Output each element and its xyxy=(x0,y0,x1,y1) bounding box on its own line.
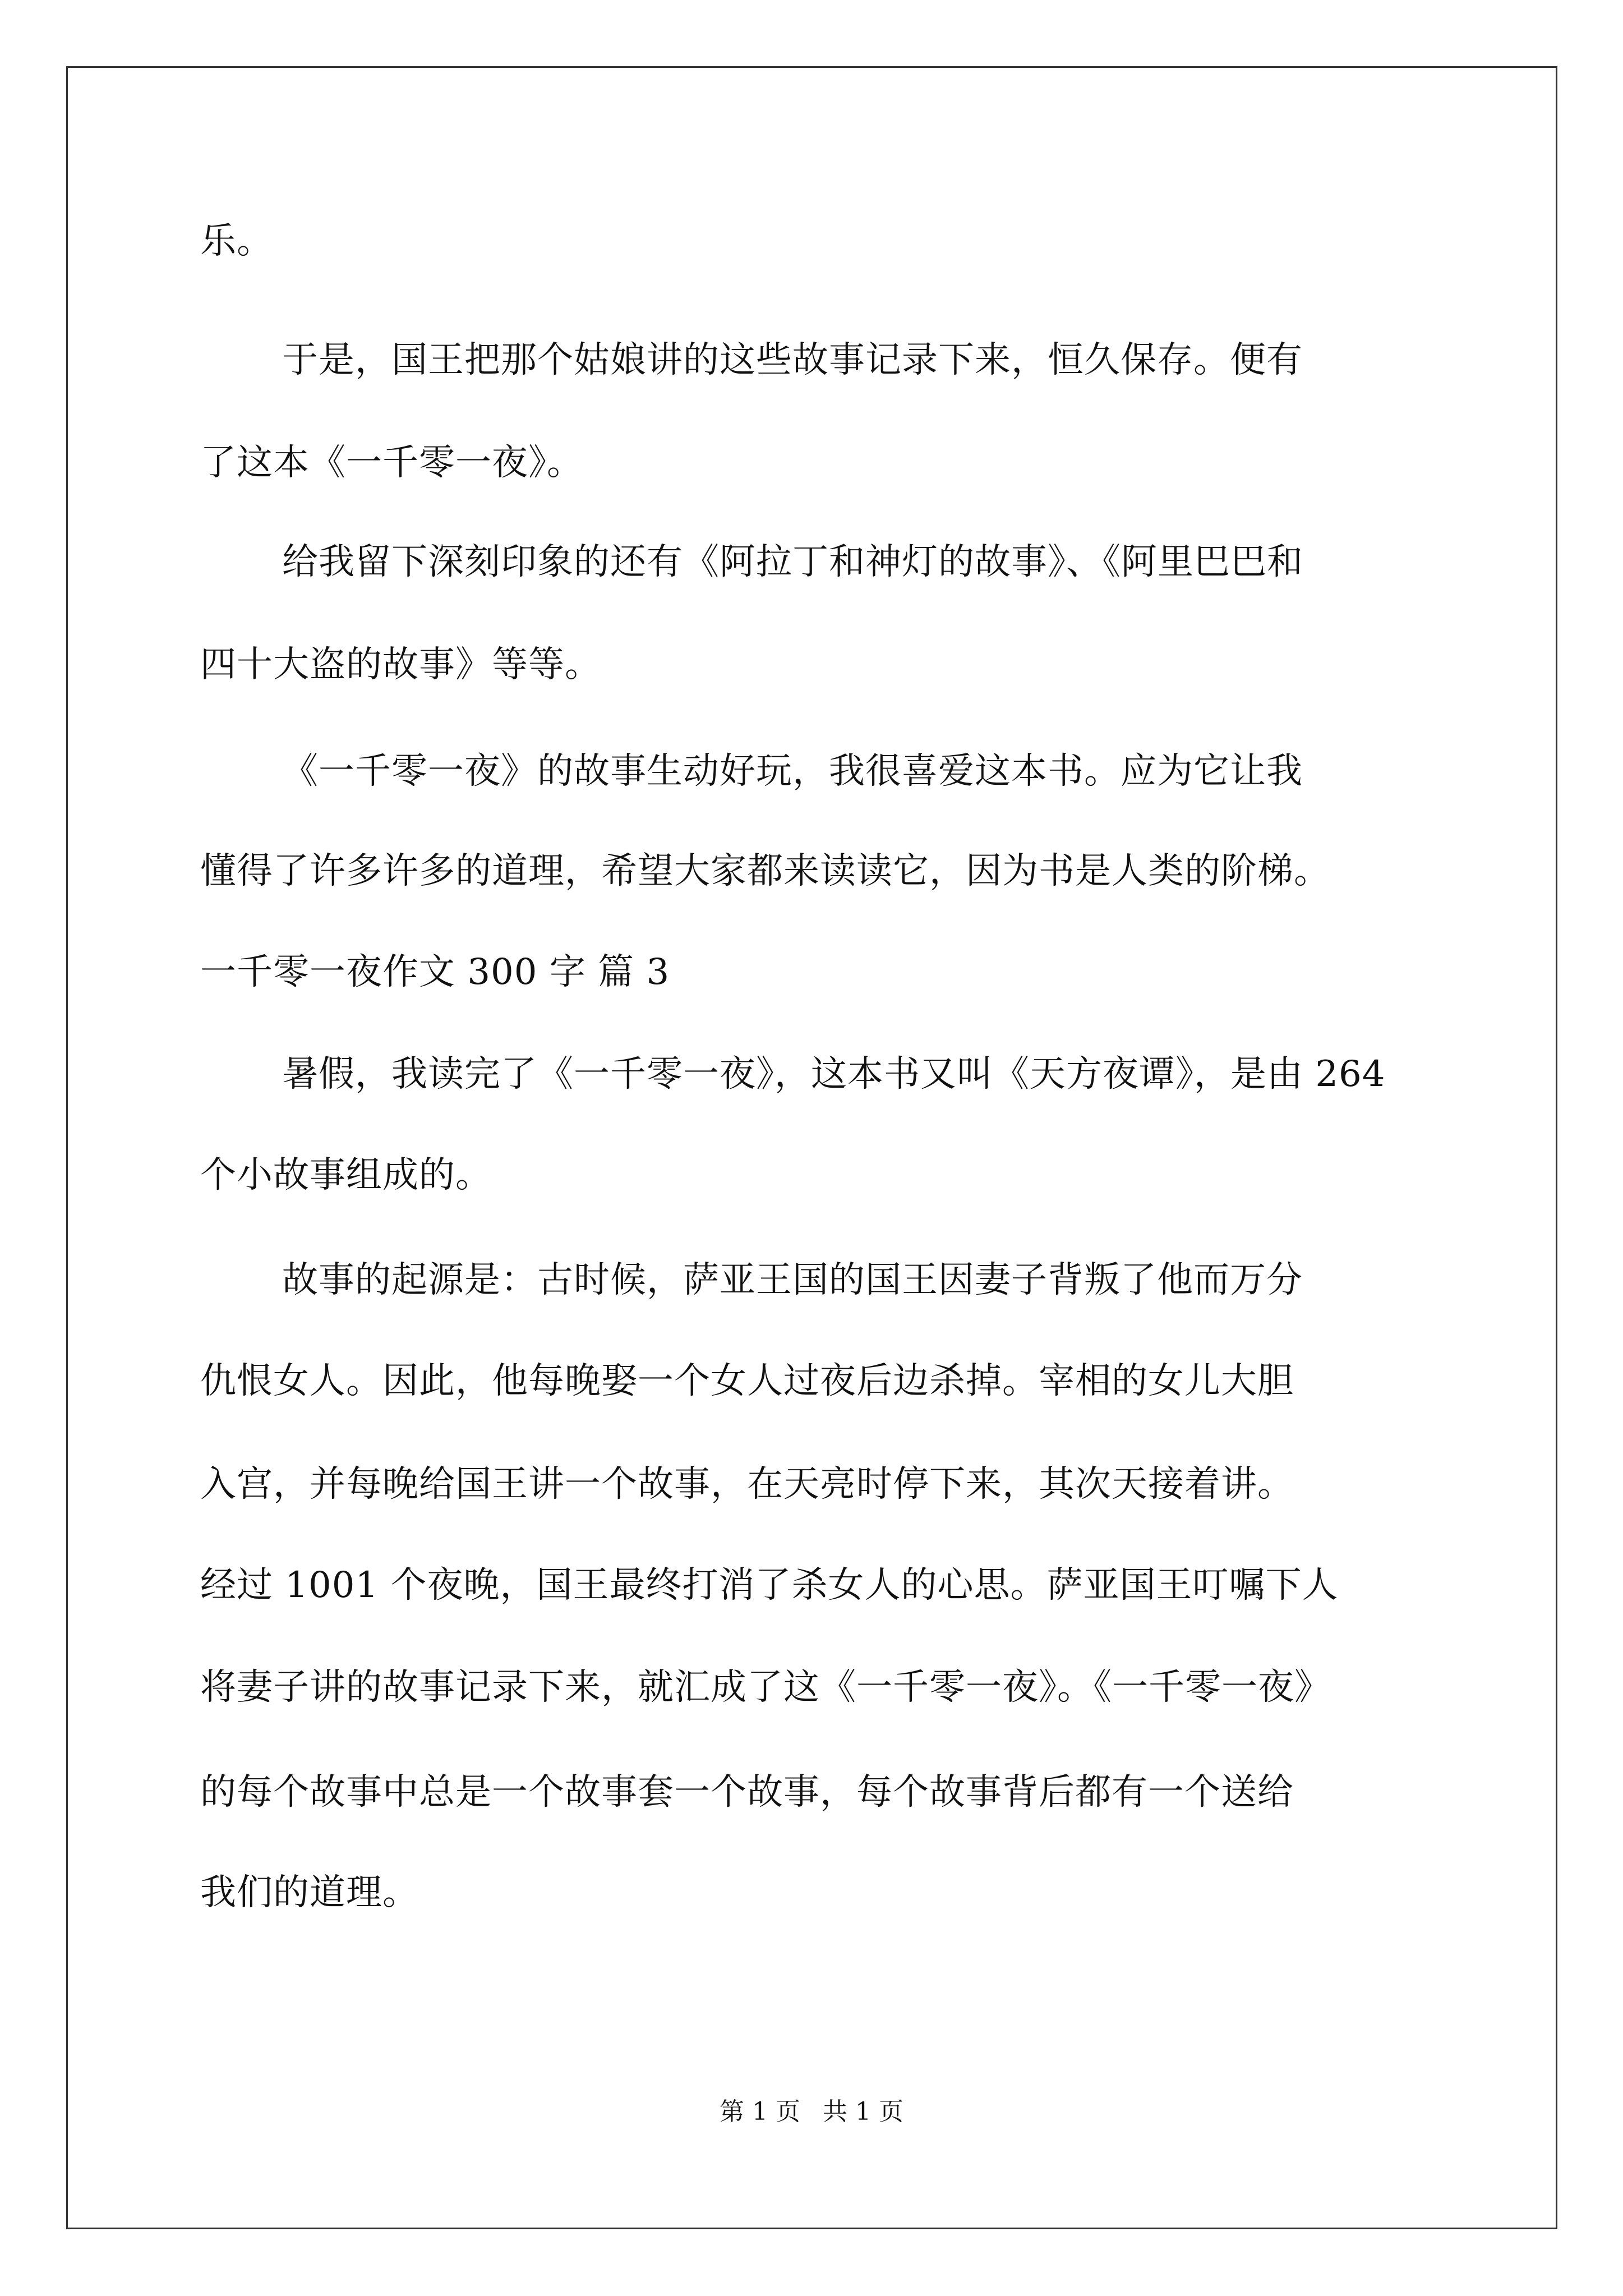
text-line-11: 故事的起源是：古时候，萨亚王国的国王因妻子背叛了他而万分 xyxy=(282,1259,1303,1301)
text-line-12: 仇恨女人。因此，他每晚娶一个女人过夜后边杀掉。宰相的女儿大胆 xyxy=(200,1360,1294,1402)
section-heading: 一千零一夜作文 300 字 篇 3 xyxy=(200,951,670,993)
text-line-6: 《一千零一夜》的故事生动好玩，我很喜爱这本书。应为它让我 xyxy=(282,751,1303,792)
text-line-4: 给我留下深刻印象的还有《阿拉丁和神灯的故事》、《阿里巴巴和 xyxy=(282,541,1303,583)
text-line-10: 个小故事组成的。 xyxy=(200,1154,492,1196)
text-line-9: 暑假，我读完了《一千零一夜》，这本书又叫《天方夜谭》，是由 264 xyxy=(282,1053,1386,1095)
text-line-16: 的每个故事中总是一个故事套一个故事，每个故事背后都有一个送给 xyxy=(200,1772,1294,1813)
text-line-5: 四十大盗的故事》等等。 xyxy=(200,644,601,685)
text-line-3: 了这本《一千零一夜》。 xyxy=(200,442,583,484)
page-number-total: 共 1 页 xyxy=(823,2097,903,2126)
text-line-7: 懂得了许多许多的道理，希望大家都来读读它，因为书是人类的阶梯。 xyxy=(200,850,1330,892)
text-line-1: 乐。 xyxy=(200,220,273,262)
text-line-17: 我们的道理。 xyxy=(200,1872,419,1913)
text-line-14: 经过 1001 个夜晚，国王最终打消了杀女人的心思。萨亚国王叮嘱下人 xyxy=(200,1565,1339,1606)
text-line-15: 将妻子讲的故事记录下来，就汇成了这《一千零一夜》。《一千零一夜》 xyxy=(200,1667,1331,1708)
text-line-13: 入宫，并每晚给国王讲一个故事，在天亮时停下来，其次天接着讲。 xyxy=(200,1464,1294,1505)
page-number-current: 第 1 页 xyxy=(720,2097,800,2126)
text-line-2: 于是，国王把那个姑娘讲的这些故事记录下来，恒久保存。便有 xyxy=(282,339,1303,381)
page-footer xyxy=(0,2096,1623,2128)
